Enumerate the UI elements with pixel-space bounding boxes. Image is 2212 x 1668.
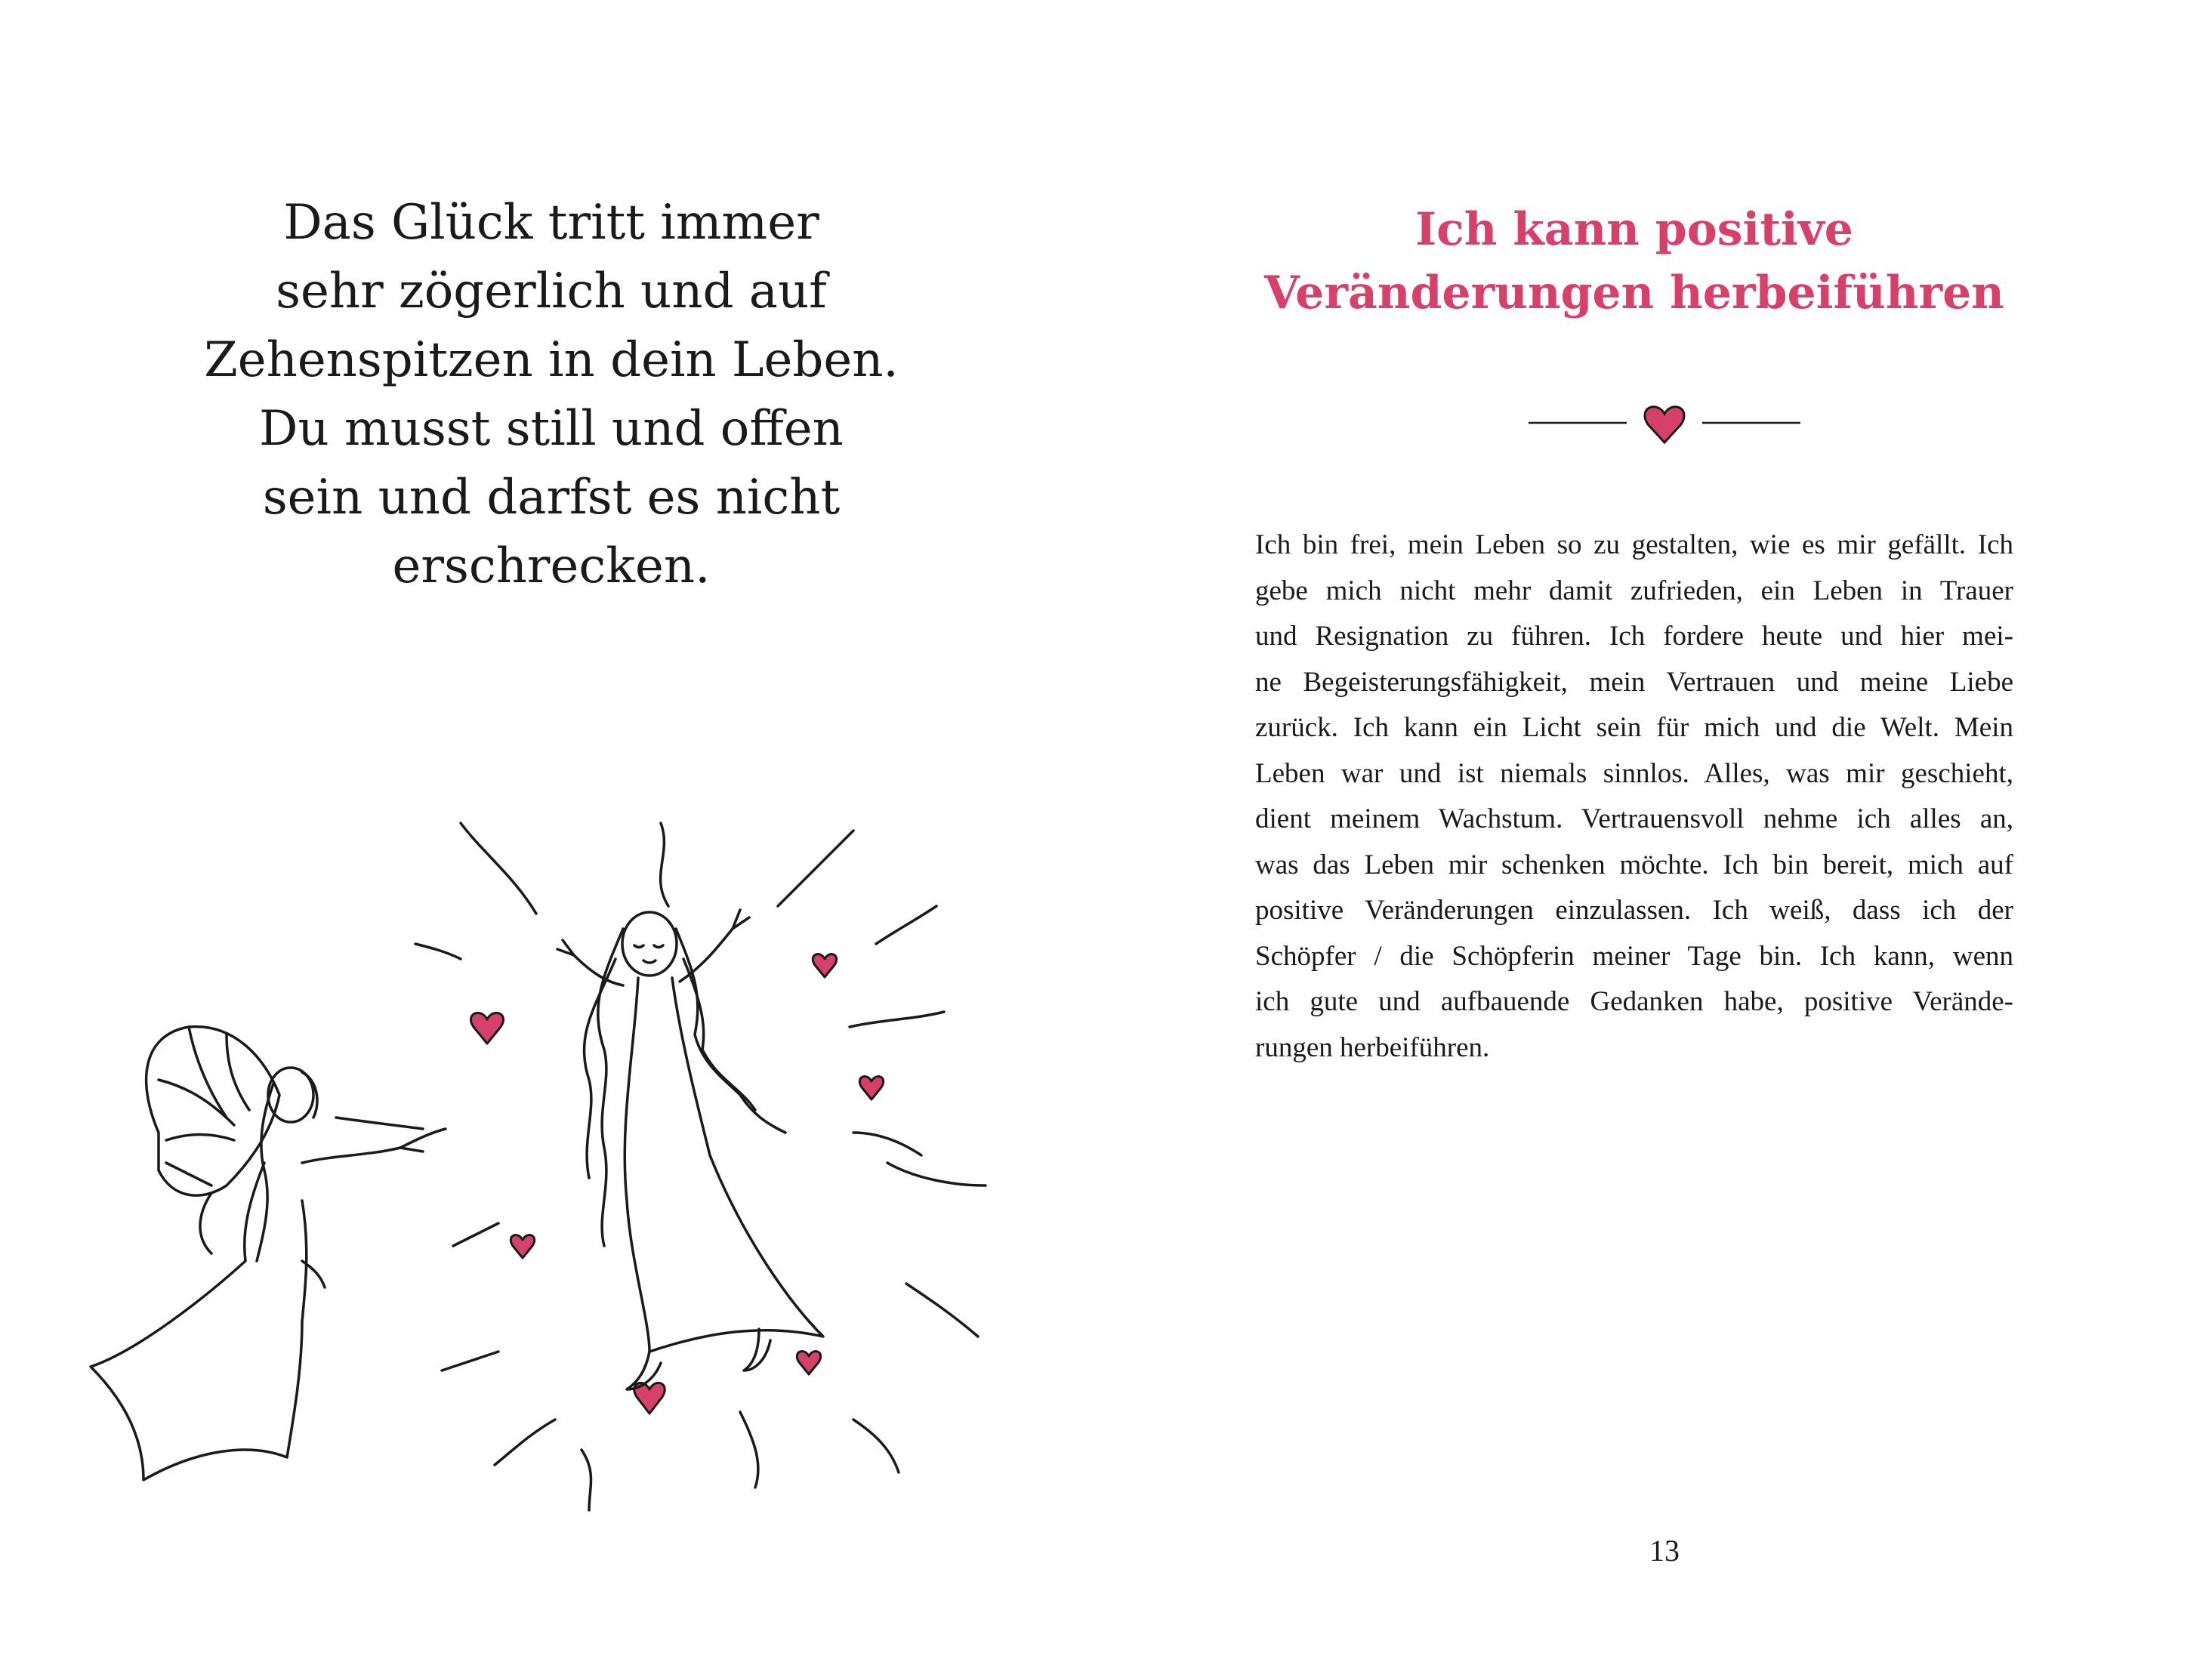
body-line: positive Veränderungen einzulassen. Ich weiß, dass ich der (1255, 895, 2013, 926)
heart-icon (797, 1352, 820, 1374)
body-line: ne Begeisterungsfähigkeit, mein Vertrauen und meine Liebe (1255, 666, 2013, 698)
title-line: Ich kann positive (1415, 203, 1853, 256)
heart-icon (470, 1013, 503, 1044)
body-line: ich gute und aufbauende Gedanken habe, positive Verände- (1255, 986, 2013, 1017)
body-paragraph (1255, 523, 2013, 1071)
heart-icon (859, 1077, 883, 1099)
title-line: Veränderungen herbeiführen (1264, 267, 2004, 319)
body-line: was das Leben mir schenken möchte. Ich bin bereit, mich auf (1255, 849, 2013, 880)
body-line: rungen herbeiführen. (1255, 1031, 1490, 1063)
winged-angel (91, 1027, 446, 1480)
right-page (1106, 0, 2212, 1668)
body-line: gebe mich nicht mehr damit zufrieden, ein Leben in Trauer (1255, 575, 2013, 606)
body-line: und Resignation zu führen. Ich fordere heute und hier mei- (1255, 621, 2013, 652)
quote (181, 189, 921, 601)
body-line: Schöpfer / die Schöpferin meiner Tage bin. Ich kann, wenn (1255, 940, 2013, 972)
body-line: Leben war und ist niemals sinnlos. Alles, was mir geschieht, (1255, 757, 2013, 789)
heart-icon (1645, 407, 1684, 442)
body-line: dient meinem Wachstum. Vertrauensvoll nehme ich alles an, (1255, 803, 2013, 834)
heart-icon (813, 954, 836, 977)
divider-ornament (1529, 400, 1800, 446)
quote-line: Zehenspitzen in dein Leben. (204, 332, 899, 388)
heart-icon (511, 1235, 534, 1258)
quote-line: sein und darfst es nicht (262, 470, 841, 526)
quote-line: Du musst still und offen (259, 401, 844, 457)
page-number: 13 (1649, 1534, 1680, 1568)
floating-figure (557, 910, 823, 1389)
radiating-lines (336, 823, 986, 1510)
heart-icons (470, 954, 883, 1414)
quote-line: sehr zögerlich und auf (276, 264, 827, 319)
body-line: zurück. Ich kann ein Licht sein für mich und die Welt. Mein (1255, 712, 2013, 743)
body-line: Ich bin frei, mein Leben so zu gestalten, wie es mir gefällt. Ich (1255, 529, 2013, 560)
angel-illustration (76, 808, 1020, 1533)
quote-line: erschrecken. (392, 538, 711, 594)
quote-line: Das Glück tritt immer (283, 195, 819, 251)
page-title (1196, 198, 2072, 325)
